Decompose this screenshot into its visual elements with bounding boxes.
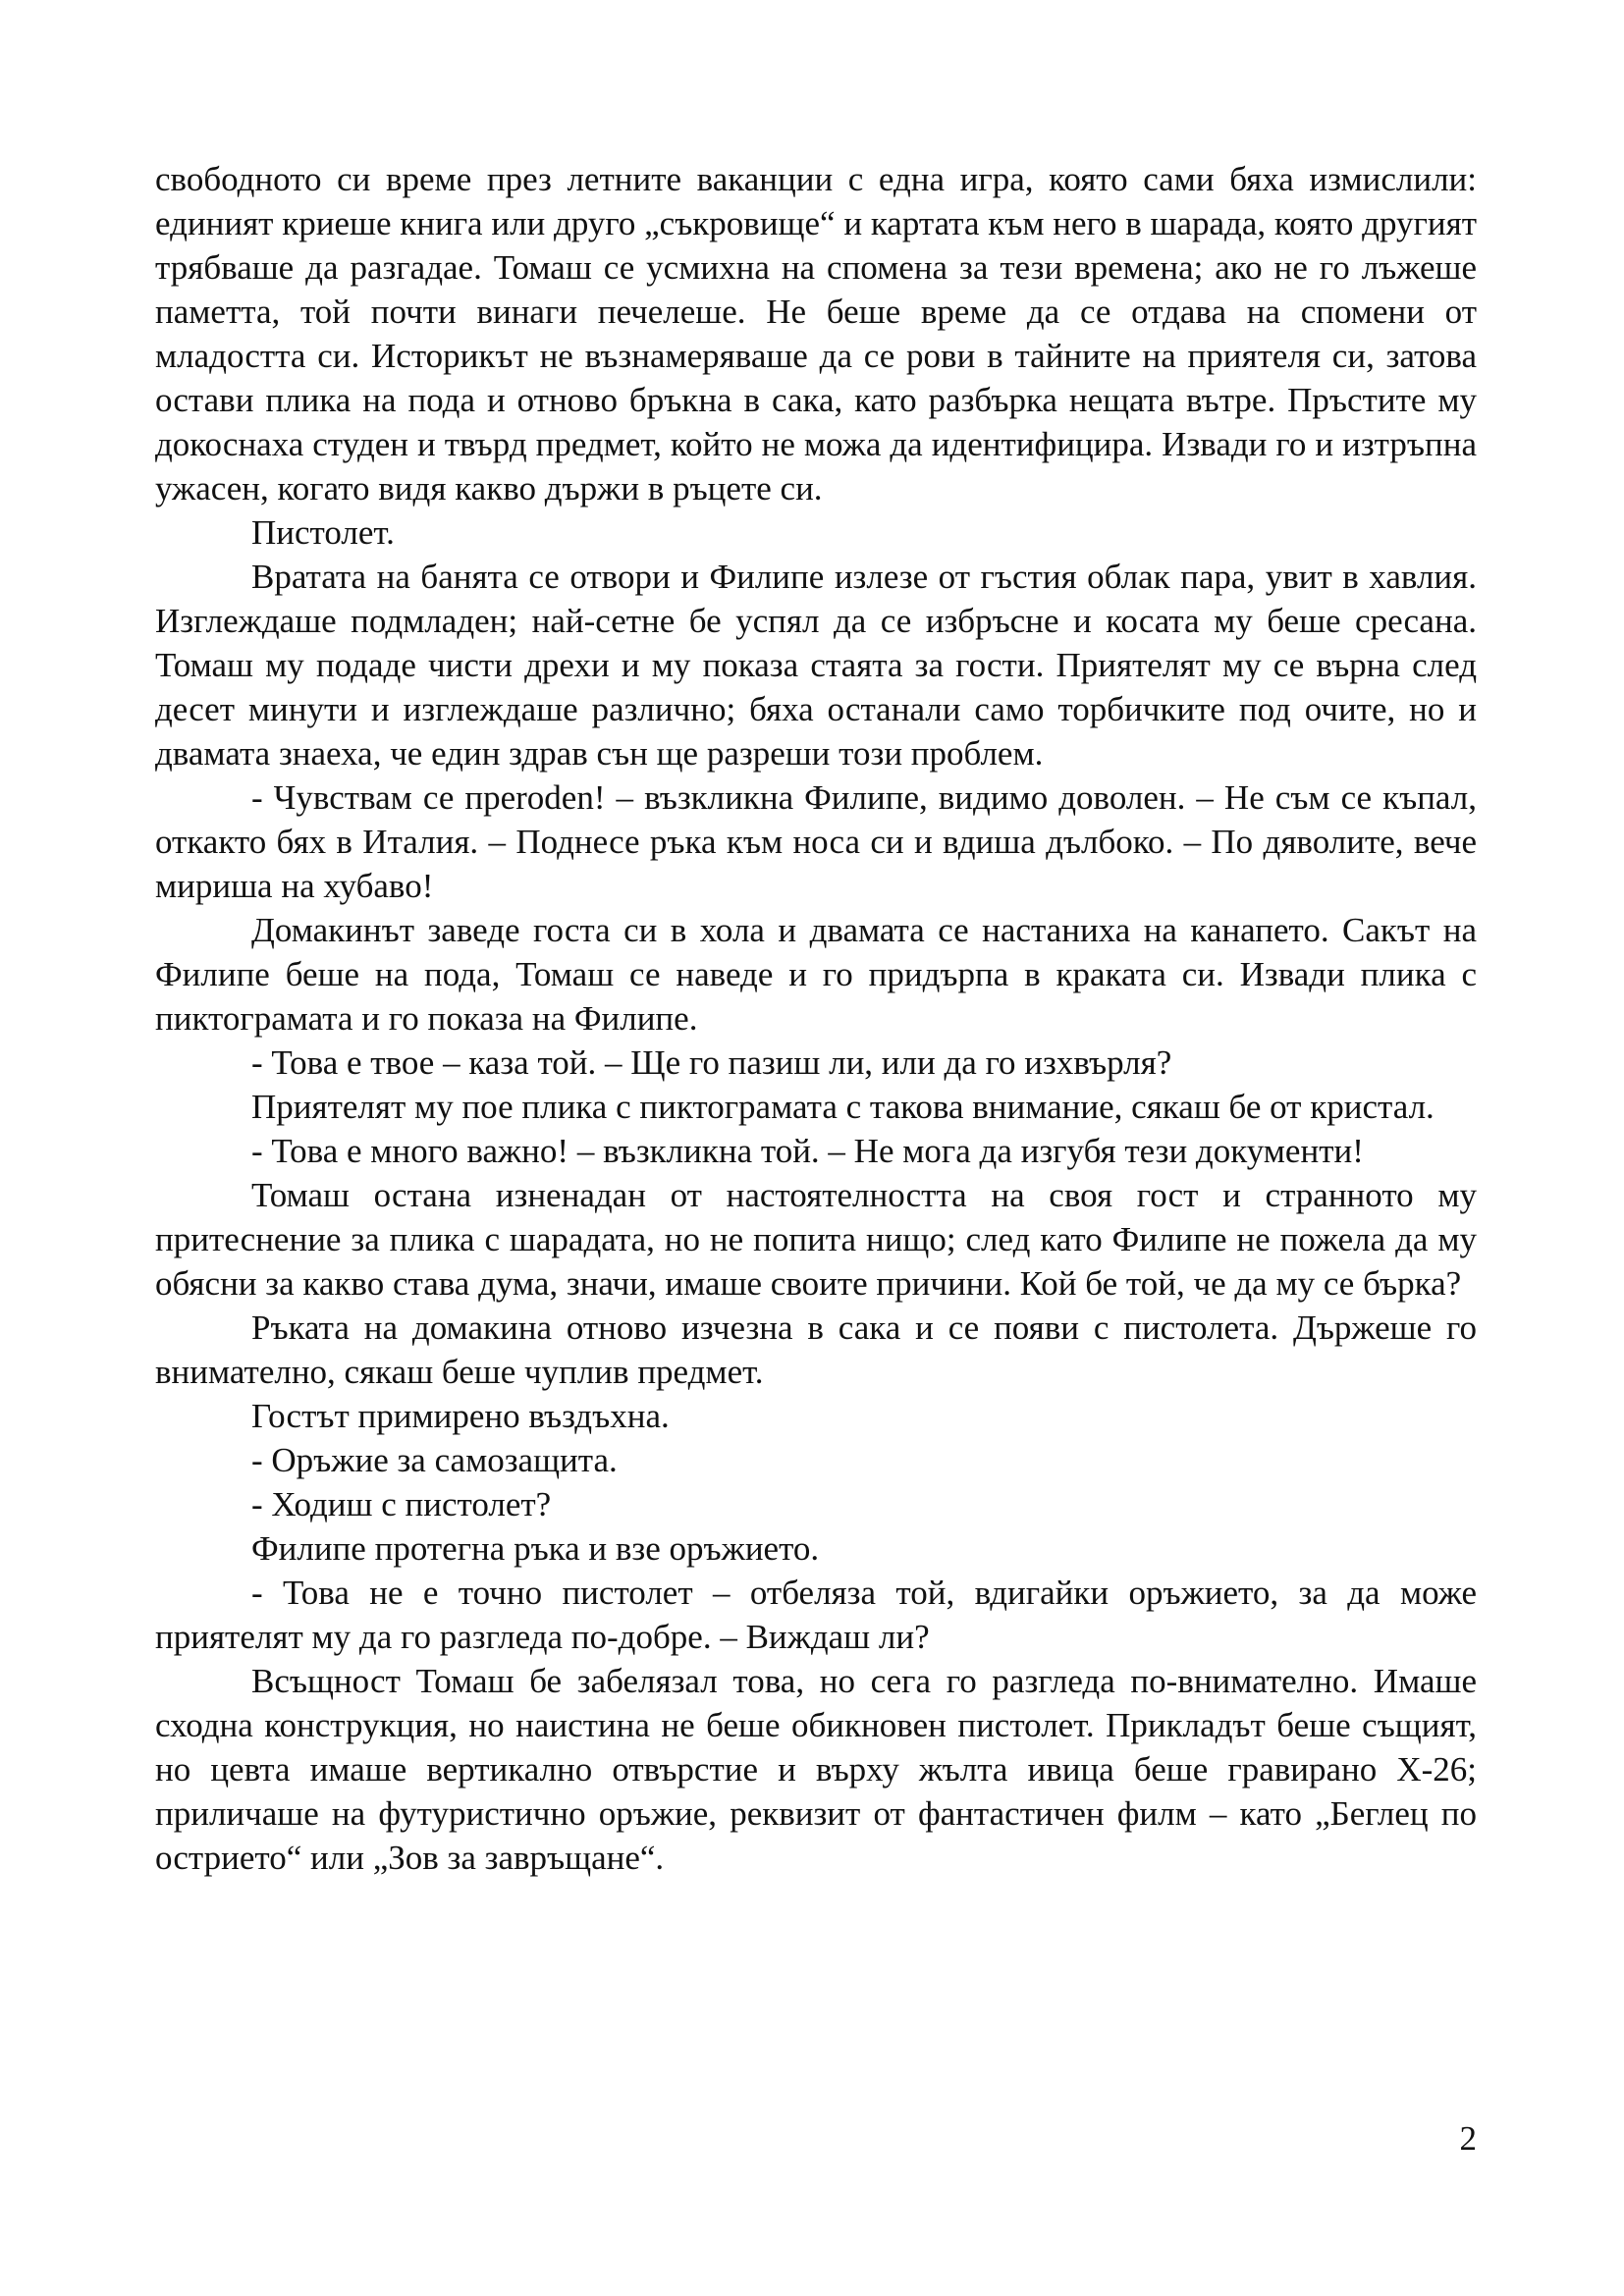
paragraph: Вратата на банята се отвори и Филипе излезе от гъстия облак пара, увит в хавлия. Изглеждаше подмладен; най-сетне бе успял да се избръсне и косата му беше сресана. Томаш му подаде чисти дрехи и му показа стаята за гости. Приятелят му се върна след десет минути и изглеждаше различно; бяха останали само торбичките под очите, но и двамата знаеха, че един здрав сън ще разреши този проблем. [155,558,1477,773]
paragraph: Гостът примирено въздъхна. [251,1397,670,1435]
paragraph: - Чувствам се преroden! – възкликна Филипе, видимо доволен. – Не съм се къпал, откакто бях в Италия. – Поднесе ръка към носа си и вдиша дълбоко. – По дяволите, вече мириша на хубаво! [155,778,1477,905]
paragraph: Приятелят му пое плика с пиктограмата с такова внимание, сякаш бе от кристал. [251,1088,1435,1126]
page-number: 2 [1459,2119,1477,2158]
paragraph: - Това е много важно! – възкликна той. – Не мога да изгубя тези документи! [251,1132,1364,1170]
paragraph: - Ходиш с пистолет? [251,1485,552,1523]
paragraph: свободното си време през летните ваканции с една игра, която сами бяха измислили: единият криеше книга или друго „съкровище“ и картата към него в шарада, която другият трябваше да разгадае. Томаш се усмихна на спомена за тези времена; ако не го лъжеше паметта, той почти винаги печелеше. Не беше време да се отдава на спомени от младостта си. Историкът не възнамеряваше да се рови в тайните на приятеля си, затова остави плика на пода и отново бръкна в сака, като разбърка нещата вътре. Пръстите му докоснаха студен и твърд предмет, който не можа да идентифицира. Извади го и изтръпна ужасен, когато видя какво държи в ръцете си. [155,160,1477,507]
paragraph: - Това е твое – каза той. – Ще го пазиш ли, или да го изхвърля? [251,1043,1172,1082]
body-text [155,157,1477,1880]
paragraph: - Оръжие за самозащита. [251,1441,618,1479]
paragraph: - Това не е точно пистолет – отбеляза той, вдигайки оръжието, за да може приятелят му да го разгледа по-добре. – Виждаш ли? [155,1574,1477,1656]
paragraph: Всъщност Томаш бе забелязал това, но сега го разгледа по-внимателно. Имаше сходна конструкция, но наистина не беше обикновен пистолет. Прикладът беше същият, но цевта имаше вертикално отвърстие и върху жълта ивица беше гравирано Х-26; приличаше на футуристично оръжие, реквизит от фантастичен филм – като „Беглец по острието“ или „Зов за завръщане“. [155,1662,1477,1877]
paragraph: Томаш остана изненадан от настоятелността на своя гост и странното му притеснение за плика с шарадата, но не попита нищо; след като Филипе не пожела да му обясни за какво става дума, значи, имаше своите причини. Кой бе той, че да му се бърка? [155,1176,1477,1303]
paragraph: Домакинът заведе госта си в хола и двамата се настаниха на канапето. Сакът на Филипе беше на пода, Томаш се наведе и го придърпа в краката си. Извади плика с пиктограмата и го показа на Филипе. [155,911,1477,1038]
paragraph: Филипе протегна ръка и взе оръжието. [251,1529,820,1568]
paragraph: Пистолет. [251,513,395,552]
paragraph: Ръката на домакина отново изчезна в сака и се появи с пистолета. Държеше го внимателно, сякаш беше чуплив предмет. [155,1308,1477,1391]
